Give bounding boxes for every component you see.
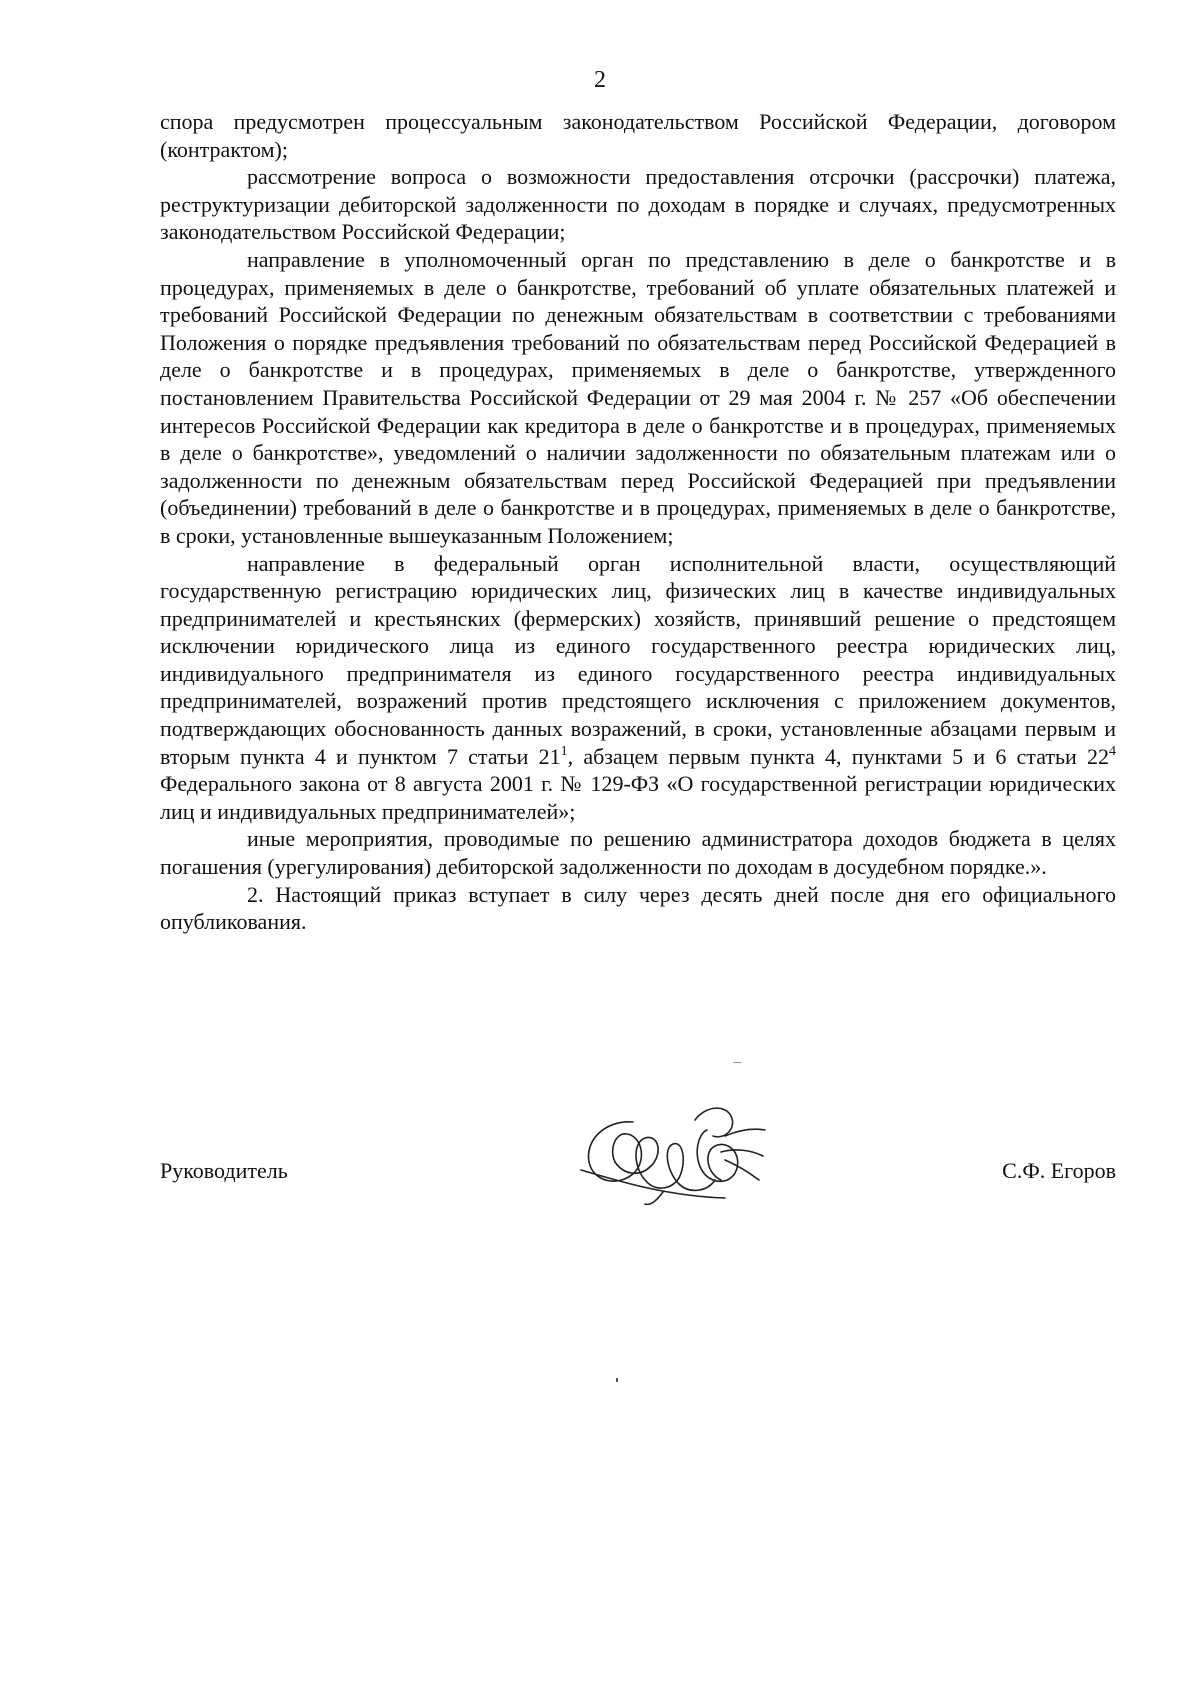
superscript-article-22: 4 bbox=[1109, 743, 1116, 759]
signatory-position: Руководитель bbox=[160, 1158, 288, 1183]
scan-speck bbox=[733, 1062, 741, 1063]
document-body bbox=[160, 108, 1116, 936]
paragraph-deferral: рассмотрение вопроса о возможности предоставления отсрочки (рассрочки) платежа, реструктуризации дебиторской задолженности по доходам в порядке и случаях, предусмотренных законодательством Российской Федерации; bbox=[160, 164, 1116, 245]
signatory-name: С.Ф. Егоров bbox=[1002, 1158, 1116, 1183]
paragraph-registry-text-c: Федерального закона от 8 августа 2001 г. № 129-ФЗ «О государственной регистрации юридических лиц и индивидуальных предпринимателей»; bbox=[160, 771, 1116, 824]
paragraph-continuation: спора предусмотрен процессуальным законодательством Российской Федерации, договором (контрактом); bbox=[160, 109, 1116, 162]
paragraph-registry-objection bbox=[160, 550, 1116, 826]
paragraph-bankruptcy: направление в уполномоченный орган по представлению в деле о банкротстве и в процедурах, применяемых в деле о банкротстве, требований об уплате обязательных платежей и требований Российской Федерации по денежным обязательствам в соответствии с требованиями Положения о порядке предъявления требований по обязательствам перед Российской Федерацией в деле о банкротстве и в процедурах, применяемых в деле о банкротстве, утвержденного постановлением Правительства Российской Федерации от 29 мая 2004 г. № 257 «Об обеспечении интересов Российской Федерации как кредитора в деле о банкротстве и в процедурах, применяемых в деле о банкротстве», уведомлений о наличии задолженности по обязательным платежам или о задолженности по денежным обязательствам перед Российской Федерацией при предъявлении (объединении) требований в деле о банкротстве и в процедурах, применяемых в деле о банкротстве, в сроки, установленные вышеуказанным Положением; bbox=[160, 246, 1116, 548]
handwritten-signature bbox=[575, 1100, 775, 1210]
paragraph-other-measures: иные мероприятия, проводимые по решению администратора доходов бюджета в целях погашения (урегулирования) дебиторской задолженности по доходам в досудебном порядке.». bbox=[160, 826, 1116, 880]
superscript-article-21: 1 bbox=[560, 743, 568, 759]
paragraph-entry-into-force: 2. Настоящий приказ вступает в силу через десять дней после дня его официального опубликования. bbox=[160, 881, 1116, 935]
paragraph-registry-text-b: , абзацем первым пункта 4, пунктами 5 и 6 статьи 22 bbox=[567, 743, 1109, 769]
paragraph-registry-text-a: направление в федеральный орган исполнительной власти, осуществляющий государственную регистрацию юридических лиц, физических лиц в качестве индивидуальных предпринимателей и крестьянских (фермерских) хозяйств, принявший решение о предстоящем исключении юридического лица из единого государственного реестра юридических лиц, индивидуального предпринимателя из единого государственного реестра индивидуальных предпринимателей, возражений против предстоящего исключения с приложением документов, подтверждающих обоснованность данных возражений, в сроки, установленные абзацами первым и вторым пункта 4 и пунктом 7 статьи 21 bbox=[160, 550, 1116, 769]
scan-speck bbox=[616, 1378, 618, 1382]
page-number: 2 bbox=[594, 67, 606, 93]
